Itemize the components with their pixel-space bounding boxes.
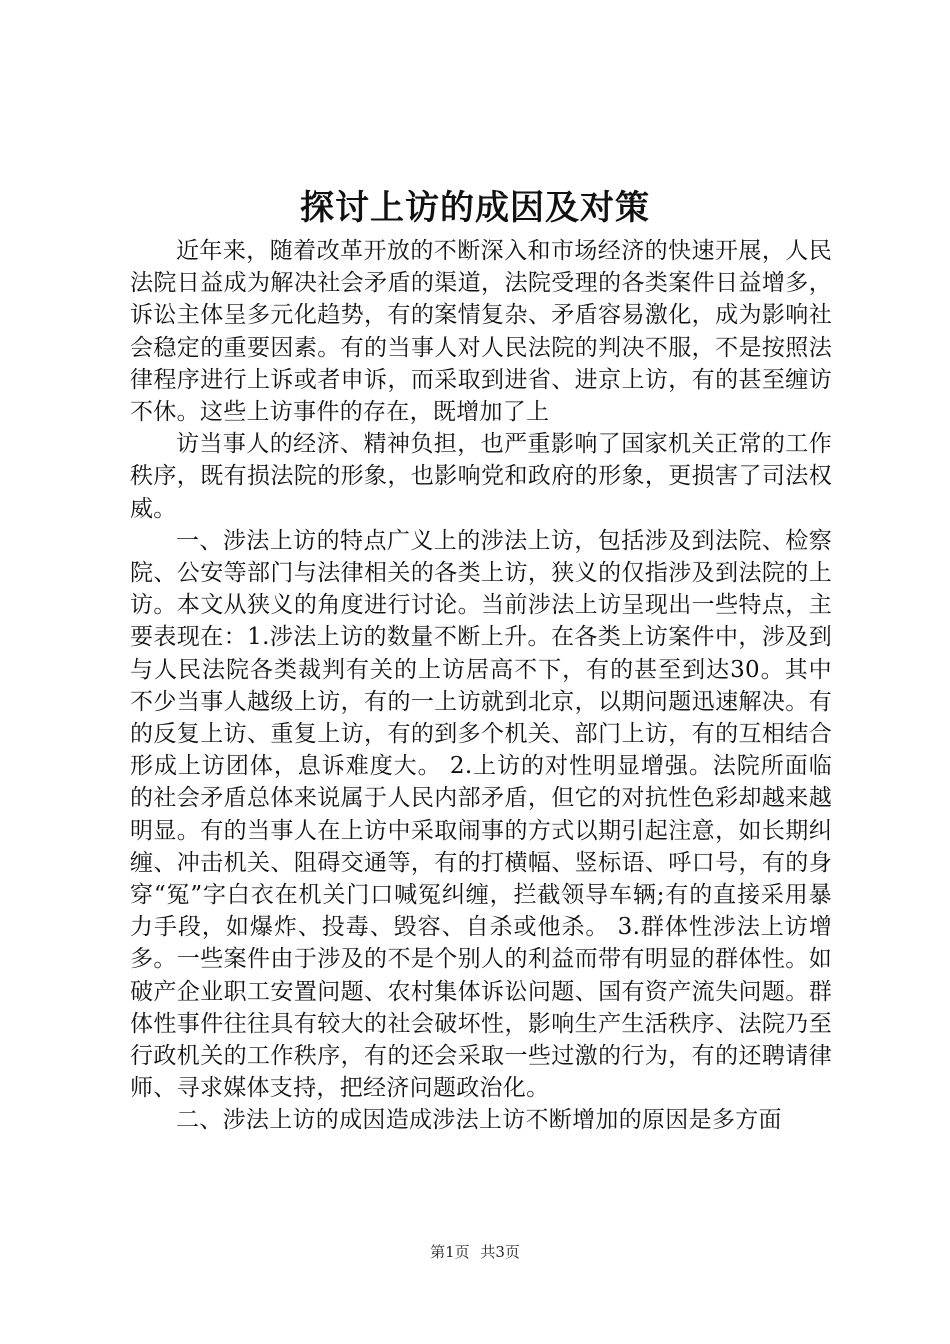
- paragraph-3: 一、涉法上访的特点广义上的涉法上访，包括涉及到法院、检察院、公安等部门与法律相关的各类上访，狭义的仅指涉及到法院的上访。本文从狭义的角度进行讨论。当前涉法上访呈现出一些特点，主要表现在：1.涉法上访的数量不断上升。在各类上访案件中，涉及到与人民法院各类裁判有关的上访居高不下，有的甚至到达30。其中不少当事人越级上访，有的一上访就到北京，以期问题迅速解决。有的反复上访、重复上访，有的到多个机关、部门上访，有的互相结合形成上访团体，息诉难度大。 2.上访的对性明显增强。法院所面临的社会矛盾总体来说属于人民内部矛盾，但它的对抗性色彩却越来越明显。有的当事人在上访中采取闹事的方式以期引起注意，如长期纠缠、冲击机关、阻碍交通等，有的打横幅、竖标语、呼口号，有的身穿“冤”字白衣在机关门口喊冤纠缠，拦截领导车辆;有的直接采用暴力手段，如爆炸、投毒、毁容、自杀或他杀。 3.群体性涉法上访增多。一些案件由于涉及的不是个别人的利益而带有明显的群体性。如破产企业职工安置问题、农村集体诉讼问题、国有资产流失问题。群体性事件往往具有较大的社会破坏性，影响生产生活秩序、法院乃至行政机关的工作秩序，有的还会采取一些过激的行为，有的还聘请律师、寻求媒体支持，把经济问题政治化。: [130, 527, 832, 1102]
- paragraph-1: 近年来，随着改革开放的不断深入和市场经济的快速开展，人民法院日益成为解决社会矛盾的渠道，法院受理的各类案件日益增多，诉讼主体呈多元化趋势，有的案情复杂、矛盾容易激化，成为影响社会稳定的重要因素。有的当事人对人民法院的判决不服，不是按照法律程序进行上诉或者申诉，而采取到进省、进京上访，有的甚至缠访不休。这些上访事件的存在，既增加了上: [130, 238, 832, 426]
- page-number: 第1页: [430, 1243, 470, 1261]
- page-total: 共3页: [480, 1243, 520, 1261]
- page-footer: [0, 1242, 950, 1262]
- document-title: 探讨上访的成因及对策: [300, 188, 650, 228]
- paragraph-2: 访当事人的经济、精神负担，也严重影响了国家机关正常的工作秩序，既有损法院的形象，也影响党和政府的形象，更损害了司法权威。: [130, 431, 832, 522]
- paragraph-4: 二、涉法上访的成因造成涉法上访不断增加的原因是多方面: [176, 1107, 782, 1134]
- document-body: [130, 235, 832, 1137]
